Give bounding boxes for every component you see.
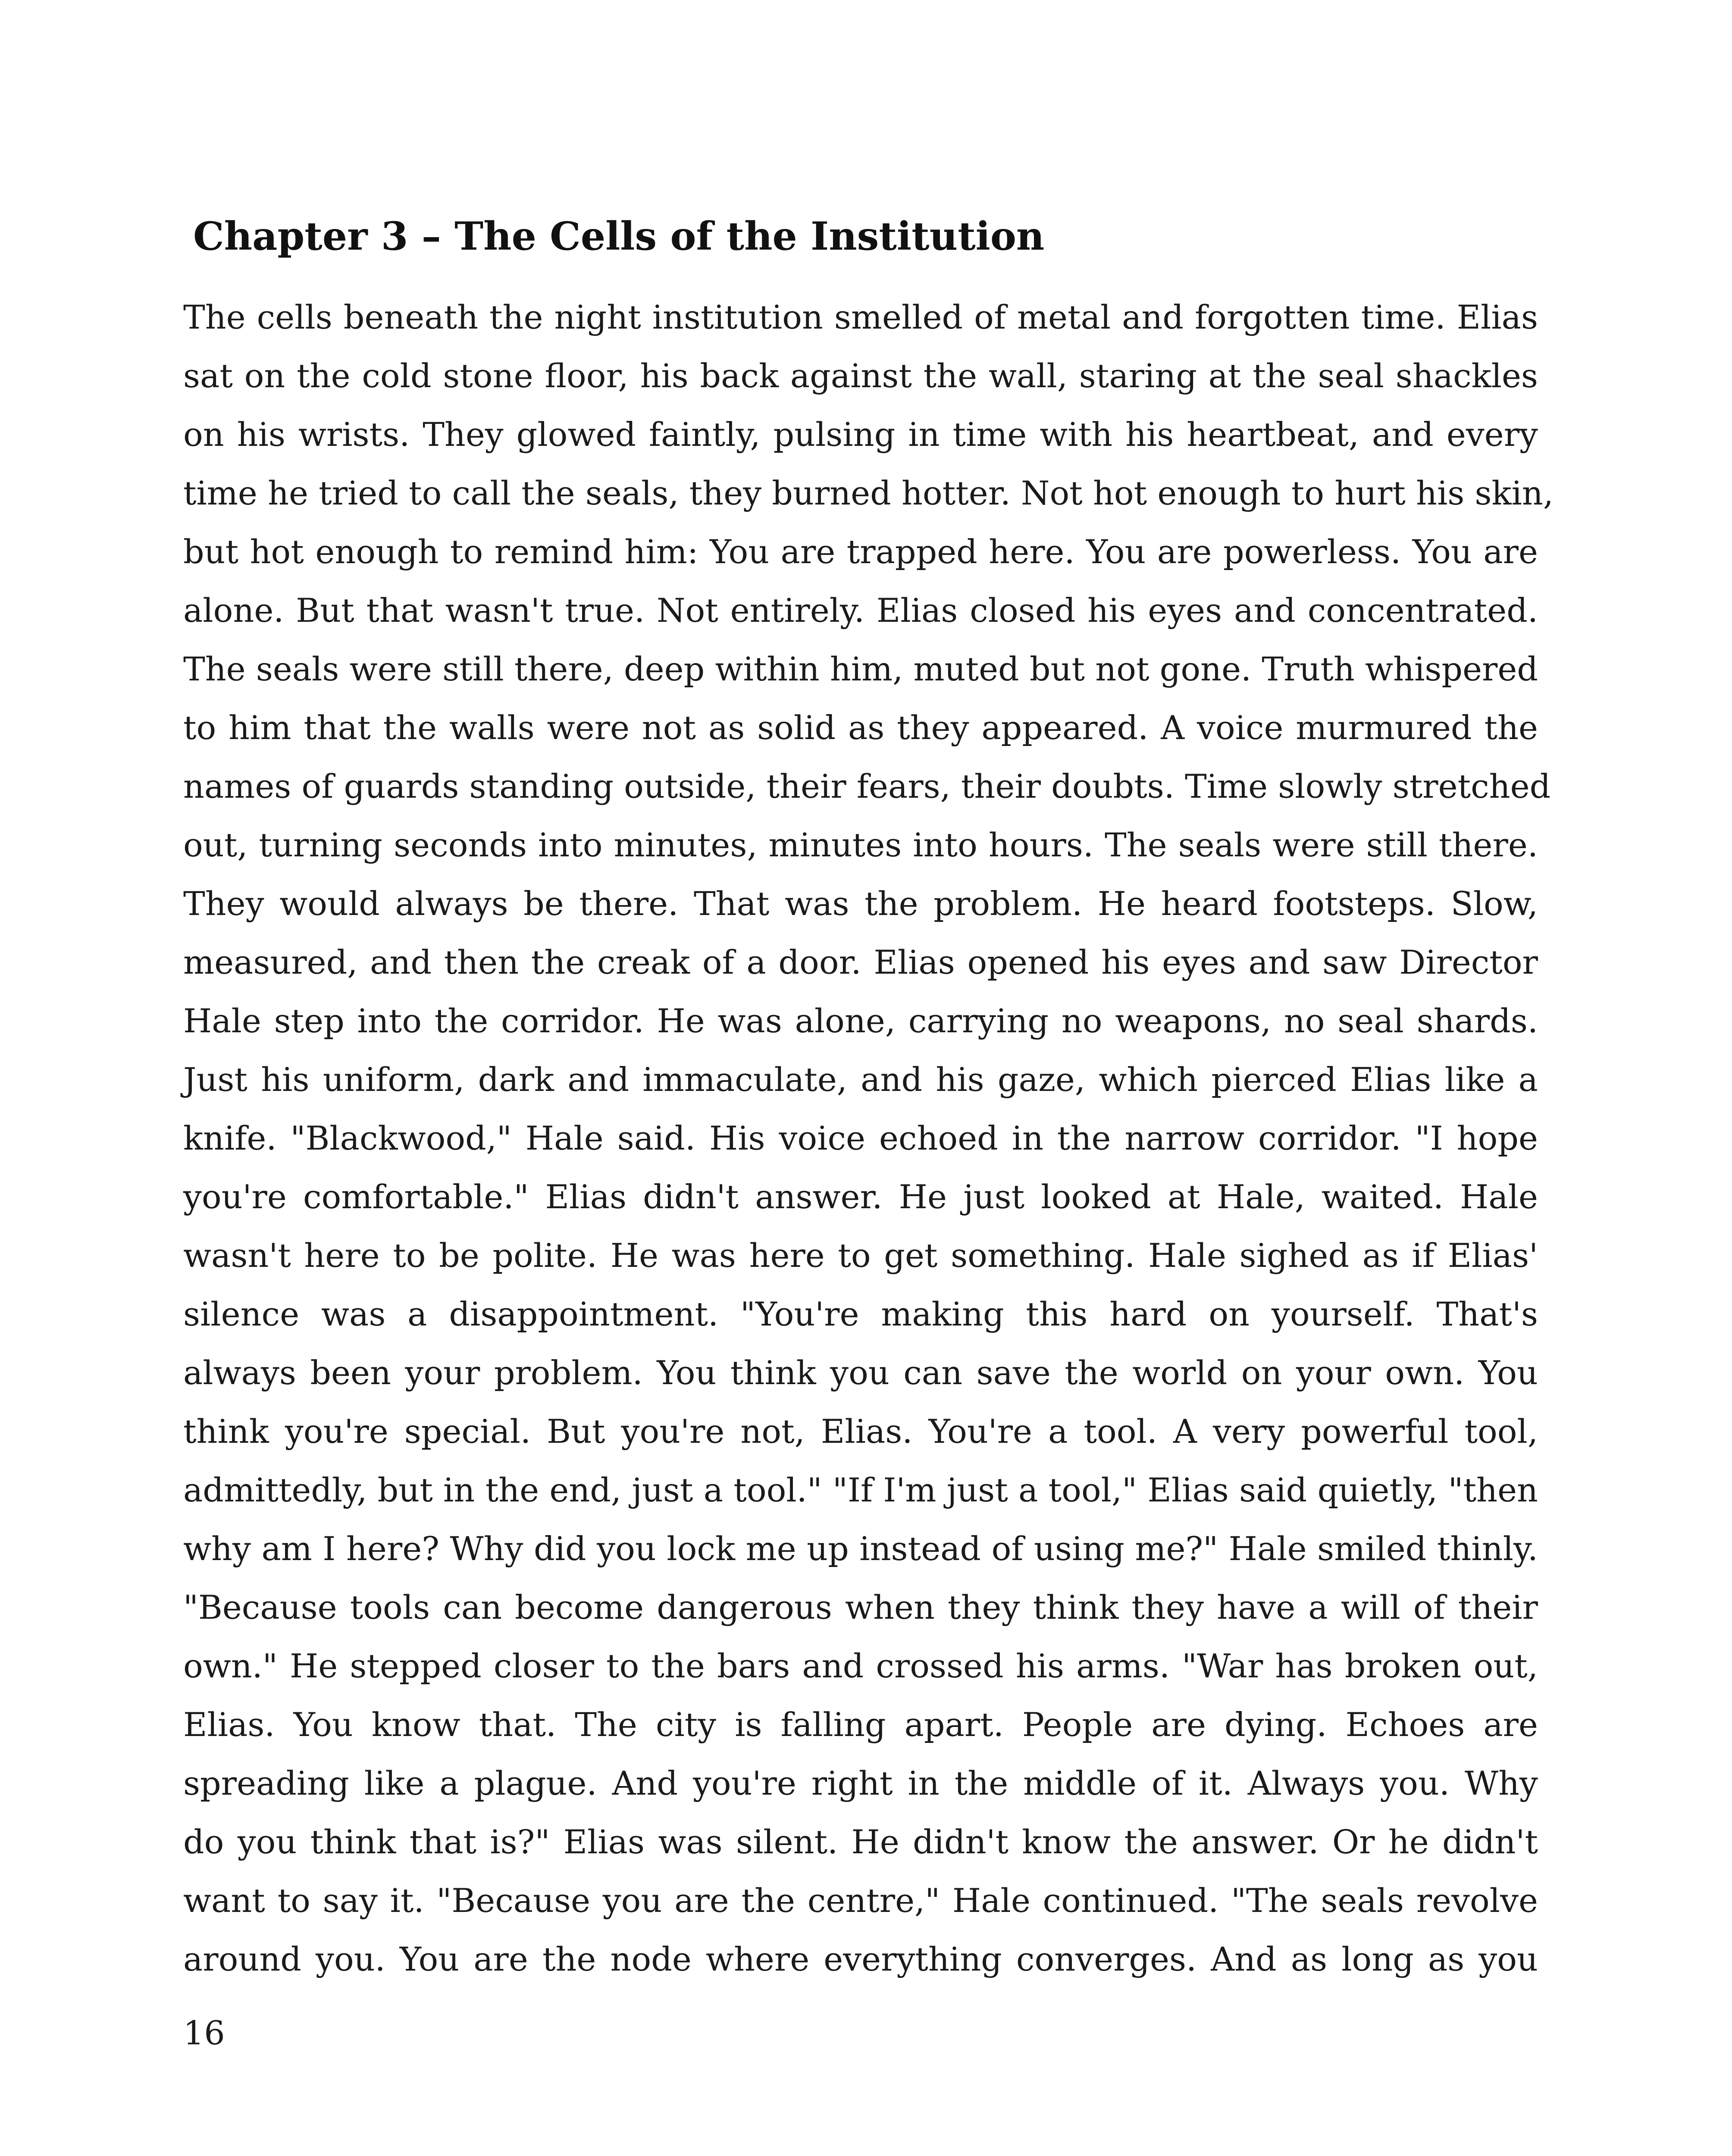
body-line: names of guards standing outside, their fears, their doubts. Time slowly stretched — [183, 767, 1551, 805]
body-line: Elias. You know that. The city is falling apart. People are dying. Echoes are — [183, 1705, 1538, 1744]
body-line: sat on the cold stone floor, his back against the wall, staring at the seal shackles — [183, 357, 1538, 395]
body-line: to him that the walls were not as solid as they appeared. A voice murmured the — [183, 708, 1538, 747]
chapter-title: Chapter 3 – The Cells of the Institution — [193, 213, 1045, 259]
page-number: 16 — [183, 2014, 225, 2052]
body-line: think you're special. But you're not, Elias. You're a tool. A very powerful tool, — [183, 1412, 1538, 1451]
body-line: Hale step into the corridor. He was alone, carrying no weapons, no seal shards. — [183, 1002, 1538, 1040]
body-line: The seals were still there, deep within him, muted but not gone. Truth whispered — [183, 650, 1538, 688]
body-line: They would always be there. That was the problem. He heard footsteps. Slow, — [183, 884, 1538, 923]
body-line: knife. "Blackwood," Hale said. His voice echoed in the narrow corridor. "I hope — [183, 1119, 1538, 1157]
body-line: wasn't here to be polite. He was here to get something. Hale sighed as if Elias' — [183, 1236, 1538, 1275]
body-line: you're comfortable." Elias didn't answer. He just looked at Hale, waited. Hale — [183, 1178, 1538, 1216]
body-line: spreading like a plague. And you're right in the middle of it. Always you. Why — [183, 1764, 1538, 1802]
body-line: on his wrists. They glowed faintly, pulsing in time with his heartbeat, and every — [183, 415, 1538, 454]
body-line: Just his uniform, dark and immaculate, and his gaze, which pierced Elias like a — [183, 1060, 1538, 1099]
body-line: why am I here? Why did you lock me up instead of using me?" Hale smiled thinly. — [183, 1529, 1538, 1568]
body-line: time he tried to call the seals, they burned hotter. Not hot enough to hurt his skin, — [183, 474, 1554, 512]
body-line: out, turning seconds into minutes, minutes into hours. The seals were still there. — [183, 826, 1538, 864]
body-line: silence was a disappointment. "You're making this hard on yourself. That's — [183, 1295, 1538, 1333]
body-line: alone. But that wasn't true. Not entirely. Elias closed his eyes and concentrated. — [183, 591, 1538, 630]
body-line: "Because tools can become dangerous when they think they have a will of their — [183, 1588, 1538, 1626]
body-line: around you. You are the node where everything converges. And as long as you — [183, 1940, 1538, 1978]
body-line: do you think that is?" Elias was silent. He didn't know the answer. Or he didn't — [183, 1823, 1538, 1861]
body-line: always been your problem. You think you can save the world on your own. You — [183, 1354, 1538, 1392]
chapter-body — [183, 288, 1554, 1989]
body-line: admittedly, but in the end, just a tool." "If I'm just a tool," Elias said quietly, "then — [183, 1471, 1538, 1509]
body-line: want to say it. "Because you are the centre," Hale continued. "The seals revolve — [183, 1881, 1538, 1920]
body-line: own." He stepped closer to the bars and crossed his arms. "War has broken out, — [183, 1647, 1538, 1685]
body-line: but hot enough to remind him: You are trapped here. You are powerless. You are — [183, 533, 1538, 571]
body-line: The cells beneath the night institution smelled of metal and forgotten time. Elias — [183, 298, 1538, 336]
body-line: measured, and then the creak of a door. Elias opened his eyes and saw Director — [183, 943, 1538, 981]
